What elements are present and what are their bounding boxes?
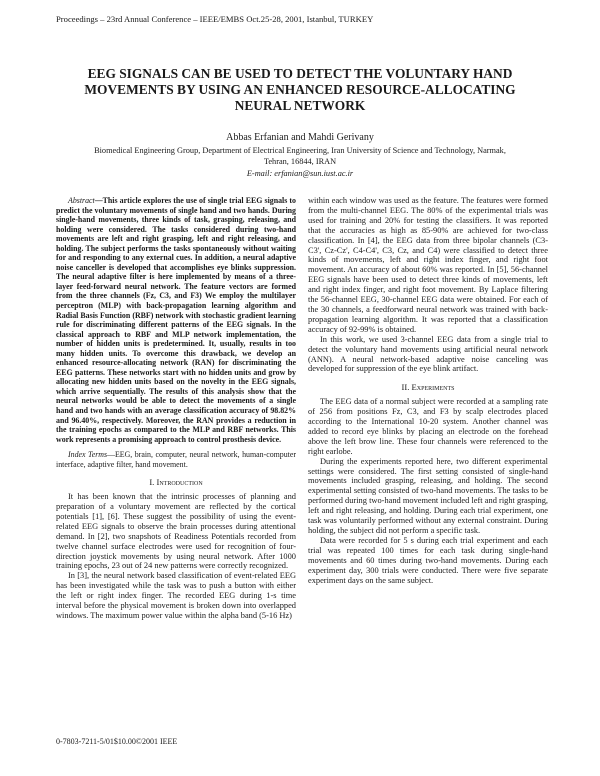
index-terms-text: —EEG, brain, computer, neural network, human-computer interface, adaptive filter, hand movement. [56,450,296,469]
section-heading-experiments: II. Experiments [401,382,455,393]
left-column [56,196,296,621]
right-paragraph-2: In this work, we used 3-channel EEG data from a single trial to detect the voluntary hand movements using artificial neural network (ANN). A neural network-based adaptive noise canceling was developed for suppression of the eye blink artifact. [308,334,548,374]
experiments-paragraph-2: During the experiments reported here, two different experimental settings were considered. The first setting consisted of single-hand movements included grasping, releasing, and holding. The second experimental setting consisted of two-hand movements. The tasks to be performed during two-hand movement included left and right grasping, left and right releasing, and holding. During each trial experiment, one task was voluntarily performed without any external constraint. During holding, the subject did not perform a specific task. [308,456,548,535]
affiliation-line-1: Biomedical Engineering Group, Department of Electrical Engineering, Iran University of Science and Technology, Narmak, [94,146,506,155]
copyright-footer: 0-7803-7211-5/01$10.00©2001 IEEE [56,737,178,746]
index-terms [56,450,296,469]
conference-header: Proceedings – 23rd Annual Conference – IEEE/EMBS Oct.25-28, 2001, Istanbul, TURKEY [56,14,374,24]
title-line-1: EEG SIGNALS CAN BE USED TO DETECT THE VOLUNTARY HAND [87,66,513,81]
intro-paragraph-1: It has been known that the intrinsic processes of planning and preparation of a voluntary movement are reflected by the cortical potentials [1], [6]. These suggest the possibility of using the event-related EEG signals to observe the brain processes during attentional demand. In [2], two snapshots of Readiness Potentials recorded from twelve channel surface electrodes were used for recognition of four-direction joystick movements by using neural network. After 1000 training epochs, 23 out of 24 new patterns were correctly recognized. [56,492,296,571]
author-email: E-mail: erfanian@sun.iust.ac.ir [246,168,354,178]
abstract-text: —This article explores the use of single trial EEG signals to predict the voluntary movements of single hand and two hands. During single-hand movements, three kinds of task, grasping, releasing, and holding were considered. The tasks considered during two-hand movements are left and right grasping, left and right releasing, and holding. The subject performs the tasks spontaneously without waiting for and responding to any external cues. In addition, a neural adaptive noise canceller is developed that accomplishes eye blinks suppression. The neural adaptive filter is here implemented by means of a three-layer feed-forward neural network. The feature vectors are formed from the three channels (Fz, C3, and F3) We employ the multilayer perceptron (MLP) with back-propagation learning algorithm and Radial Basis Function (RBF) network with stochastic gradient learning rule for discriminating different patterns of the EEG signals. In the classical approach to RBF and MLP network implementation, the number of hidden units is predetermined. It, usually, results in too many hidden units. To overcome this drawback, we develop an enhanced resource-allocating network (RAN) for discriminating the EEG patterns. These networks start with no hidden units and grow by allocating new hidden units based on the novelty in the EEG signals, which arrive sequentially. The results of this analysis show that the neural networks would be able to detect the movements of a single hand and two hands with an average classification accuracy of 98.82% and 96.40%, respectively. Moreover, the RAN provides a reduction in the training epochs as compared to the MLP and RBF networks. This work represents a promising approach to control prosthesis device. [56,196,296,444]
authors: Abbas Erfanian and Mahdi Gerivany [226,132,374,143]
right-paragraph-1: within each window was used as the feature. The features were formed from the multi-channel EEG. The 80% of the experimental trials was used for training and 20% for testing the classifiers. It was reported that the accuracies as high as 85-90% are achieved for two-class classification. In [4], the EEG data from three bipolar channels (C3-C3', Cz-Cz', C4-C4', C3, Cz, and C4) were classified to detect three kinds of movements, left and right index finger, and right foot movement. An accuracy of about 60% was reported. In [5], 56-channel EEG signals have been used to detect three kinds of movements, left and right index finger, and right foot movement. By Laplace filtering the 56-channel EEG, 30-channel EEG data were obtained. For each of the 30 channels, a feedforward neural network was trained with back-propagation learning algorithm. It was reported that a classification accuracy of 92-99% is obtained. [308,196,548,334]
affiliation-line-2: Tehran, 16844, IRAN [263,157,337,167]
abstract [56,196,296,444]
experiments-paragraph-1: The EEG data of a normal subject were recorded at a sampling rate of 256 from positions Fz, C3, and F3 by scalp electrodes placed according to the International 10-20 system. Another channel was added to record eye blinks by placing an electrode on the forehead above the left brow line. These four channels were referenced to the right earlobe. [308,397,548,456]
intro-paragraph-2: In [3], the neural network based classification of event-related EEG has been investigated while the task was to push a button with either the left or right index finger. The recorded EEG during 1-s time interval before the physical movement is broken down into overlapped windows. The maximum power value within the alpha band (5-16 Hz) [56,571,296,620]
title-line-2: MOVEMENTS BY USING AN ENHANCED RESOURCE-ALLOCATING [84,82,516,98]
title-line-3: NEURAL NETWORK [234,98,366,114]
index-terms-label: Index Terms [68,450,108,460]
section-heading-introduction: I. Introduction [149,477,203,488]
abstract-label: Abstract [68,196,95,205]
experiments-paragraph-3: Data were recorded for 5 s during each trial experiment and each trial was repeated 100 times for each task during single-hand movements and 60 times during two-hand movements. During each experiment day, 300 trials were conducted. There were five separate experiment days on the same subject. [308,535,548,585]
affiliation [40,145,560,179]
paper-title [40,66,560,115]
right-column [308,196,548,585]
